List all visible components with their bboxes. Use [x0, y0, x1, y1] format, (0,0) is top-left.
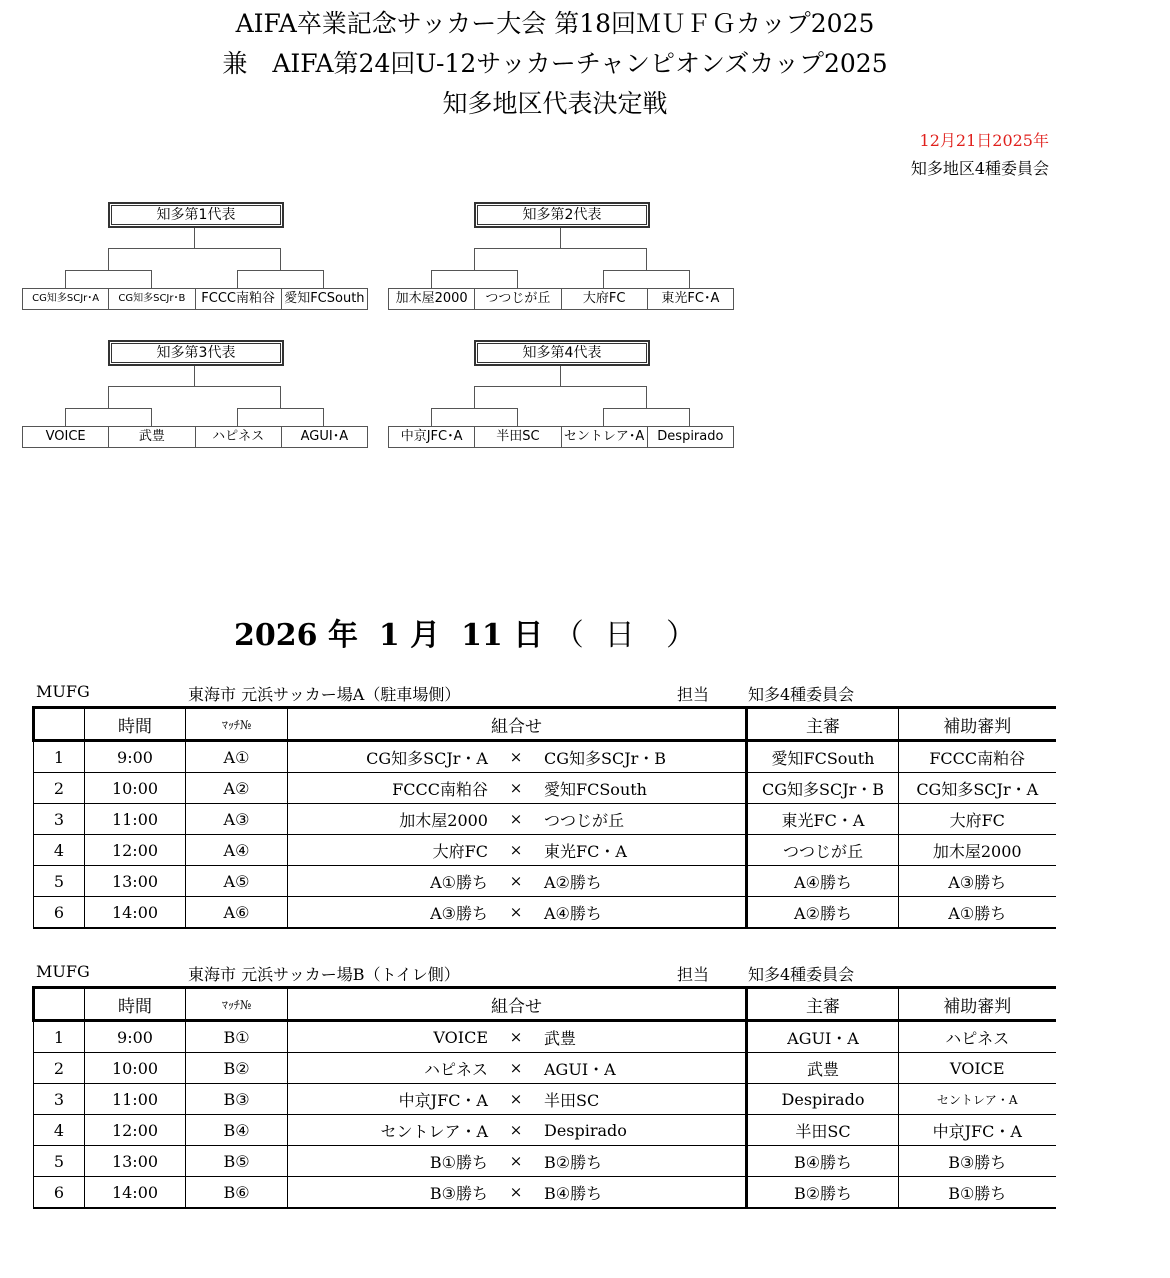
bracket-teams [388, 426, 734, 448]
home-team: セントレア・A [380, 1121, 488, 1141]
row-assistant: CG知多SCJr・A [899, 773, 1056, 804]
row-time: 13:00 [85, 1146, 186, 1177]
bracket-team: CG知多SCJr･B [108, 289, 194, 309]
away-team: B②勝ち [544, 1152, 603, 1172]
schedule-label: MUFG [36, 682, 90, 701]
row-assistant: 加木屋2000 [899, 835, 1056, 866]
row-referee: 半田SC [747, 1115, 899, 1146]
row-pairing [288, 835, 747, 866]
row-match-no: B① [186, 1021, 288, 1053]
row-time: 14:00 [85, 897, 186, 929]
table-header-row [34, 708, 1056, 741]
bracket-team: 半田SC [474, 427, 560, 447]
representative-label: 知多第1代表 [108, 202, 284, 228]
bracket-line [194, 366, 195, 386]
bracket-line [474, 248, 475, 270]
row-referee: AGUI・A [747, 1021, 899, 1053]
home-team: B①勝ち [429, 1152, 488, 1172]
row-number: 1 [34, 741, 85, 773]
bracket-team: Despirado [647, 427, 733, 447]
row-referee: 武豊 [747, 1053, 899, 1084]
bracket-line [431, 270, 432, 288]
table-row [34, 1115, 1056, 1146]
away-team: A④勝ち [544, 903, 602, 923]
venue: 東海市 元浜サッカー場B（トイレ側） [188, 965, 460, 984]
header-match-no: ﾏｯﾁ№ [186, 708, 288, 741]
header-assistant: 補助審判 [899, 988, 1056, 1021]
row-time: 9:00 [85, 1021, 186, 1053]
row-pairing [288, 1115, 747, 1146]
bracket-line [237, 408, 238, 426]
header-pairing: 組合せ [288, 988, 747, 1021]
bracket-line [646, 386, 647, 408]
row-number: 5 [34, 866, 85, 897]
row-assistant: 中京JFC・A [899, 1115, 1056, 1146]
row-referee: CG知多SCJr・B [747, 773, 899, 804]
row-match-no: B⑤ [186, 1146, 288, 1177]
header-pairing: 組合せ [288, 708, 747, 741]
row-assistant: A③勝ち [899, 866, 1056, 897]
table-row [34, 1084, 1056, 1115]
date-year: 2026 [234, 618, 318, 653]
row-referee: B④勝ち [747, 1146, 899, 1177]
away-team: 愛知FCSouth [544, 779, 647, 799]
away-team: AGUI・A [544, 1059, 616, 1079]
header-blank [34, 708, 85, 741]
issue-date: 12月21日2025年 [919, 131, 1049, 150]
bracket-line [108, 386, 109, 408]
home-team: FCCC南粕谷 [392, 779, 488, 799]
versus-mark: × [509, 1121, 523, 1139]
versus-mark: × [509, 903, 523, 921]
away-team: Despirado [544, 1120, 627, 1140]
versus-mark: × [509, 1152, 523, 1170]
title-line-2: 兼 AIFA第24回U-12サッカーチャンピオンズカップ2025 [222, 49, 888, 78]
row-number: 3 [34, 1084, 85, 1115]
bracket-line [151, 270, 152, 288]
schedule-a [32, 678, 1054, 929]
bracket-line [560, 366, 561, 386]
bracket-teams [22, 288, 368, 310]
home-team: ハピネス [423, 1059, 488, 1079]
row-time: 12:00 [85, 1115, 186, 1146]
row-number: 4 [34, 835, 85, 866]
row-pairing [288, 1177, 747, 1209]
bracket-team: VOICE [45, 429, 86, 444]
row-referee: Despirado [747, 1084, 899, 1115]
bracket-team: 東光FC･A [647, 289, 733, 309]
bracket-line [431, 408, 517, 409]
bracket-line [65, 408, 66, 426]
bracket-line [689, 270, 690, 288]
bracket-team: つつじが丘 [474, 289, 560, 309]
table-header-row [34, 988, 1056, 1021]
away-team: 武豊 [544, 1028, 577, 1048]
bracket-line [474, 386, 647, 387]
venue: 東海市 元浜サッカー場A（駐車場側） [188, 685, 461, 704]
table-row [34, 741, 1056, 773]
versus-mark: × [509, 810, 523, 828]
versus-mark: × [509, 1059, 523, 1077]
row-referee: つつじが丘 [747, 835, 899, 866]
row-pairing [288, 1146, 747, 1177]
bracket-line [280, 386, 281, 408]
versus-mark: × [509, 872, 523, 890]
bracket-line [517, 408, 518, 426]
row-assistant: ハピネス [899, 1021, 1056, 1053]
header-blank [34, 988, 85, 1021]
versus-mark: × [509, 748, 523, 766]
bracket-line [108, 248, 109, 270]
bracket-2 [388, 202, 734, 308]
bracket-line [474, 248, 647, 249]
table-row [34, 866, 1056, 897]
home-team: CG知多SCJr・A [366, 748, 488, 768]
header-referee: 主審 [747, 708, 899, 741]
bracket-line [65, 270, 151, 271]
row-time: 9:00 [85, 741, 186, 773]
bracket-line [431, 270, 517, 271]
row-match-no: A② [186, 773, 288, 804]
row-assistant: VOICE [899, 1053, 1056, 1084]
row-time: 10:00 [85, 1053, 186, 1084]
bracket-line [65, 408, 151, 409]
bracket-team: セントレア･A [561, 427, 647, 447]
row-referee: 愛知FCSouth [747, 741, 899, 773]
row-time: 12:00 [85, 835, 186, 866]
row-referee: 東光FC・A [747, 804, 899, 835]
bracket-4 [388, 340, 734, 446]
row-referee: A②勝ち [747, 897, 899, 929]
versus-mark: × [509, 1090, 523, 1108]
row-referee: B②勝ち [747, 1177, 899, 1209]
row-time: 11:00 [85, 804, 186, 835]
row-match-no: A④ [186, 835, 288, 866]
bracket-team: FCCC南粕谷 [195, 289, 281, 309]
row-time: 10:00 [85, 773, 186, 804]
row-number: 2 [34, 773, 85, 804]
bracket-line [108, 248, 281, 249]
bracket-team: 大府FC [561, 289, 647, 309]
row-pairing [288, 897, 747, 929]
tantou-committee: 知多4種委員会 [748, 965, 855, 984]
row-number: 4 [34, 1115, 85, 1146]
row-pairing [288, 741, 747, 773]
home-team: 大府FC [432, 841, 488, 861]
bracket-line [151, 408, 152, 426]
bracket-team: ハピネス [195, 427, 281, 447]
bracket-line [65, 270, 66, 288]
row-number: 1 [34, 1021, 85, 1053]
row-number: 6 [34, 897, 85, 929]
representative-label: 知多第3代表 [108, 340, 284, 366]
table-row [34, 804, 1056, 835]
bracket-line [431, 408, 432, 426]
bracket-line [603, 270, 690, 271]
away-team: B④勝ち [544, 1183, 603, 1203]
row-assistant: 大府FC [899, 804, 1056, 835]
date-dow-close: ） [665, 618, 696, 653]
bracket-line [194, 228, 195, 248]
row-number: 5 [34, 1146, 85, 1177]
schedule-table [32, 986, 1056, 1209]
bracket-line [280, 248, 281, 270]
row-match-no: A⑤ [186, 866, 288, 897]
bracket-team: 加木屋2000 [395, 291, 468, 306]
tantou-label: 担当 [677, 965, 710, 984]
header-assistant: 補助審判 [899, 708, 1056, 741]
versus-mark: × [509, 1183, 523, 1201]
away-team: 半田SC [544, 1090, 600, 1110]
home-team: A①勝ち [430, 872, 488, 892]
home-team: VOICE [433, 1027, 488, 1047]
bracket-line [603, 408, 690, 409]
home-team: B③勝ち [429, 1183, 488, 1203]
representative-label: 知多第2代表 [474, 202, 650, 228]
home-team: 加木屋2000 [399, 810, 488, 830]
issuer: 知多地区4種委員会 [910, 159, 1049, 178]
away-team: A②勝ち [544, 872, 602, 892]
table-row [34, 835, 1056, 866]
versus-mark: × [509, 841, 523, 859]
away-team: CG知多SCJr・B [544, 748, 667, 768]
date-dow: 日 [604, 618, 635, 653]
bracket-team: CG知多SCJr･A [32, 293, 100, 304]
bracket-teams [22, 426, 368, 448]
bracket-line [603, 270, 604, 288]
bracket-1 [22, 202, 368, 308]
title-line-3: 知多地区代表決定戦 [442, 89, 668, 118]
versus-mark: × [509, 779, 523, 797]
date-day: 11 [461, 618, 503, 653]
table-row [34, 1021, 1056, 1053]
row-pairing [288, 1053, 747, 1084]
bracket-3 [22, 340, 368, 446]
row-pairing [288, 866, 747, 897]
bracket-line [237, 408, 324, 409]
date-month: 1 [378, 618, 400, 653]
row-pairing [288, 773, 747, 804]
date-day-unit: 日 [513, 618, 544, 653]
away-team: 東光FC・A [544, 841, 627, 861]
bracket-line [108, 386, 281, 387]
bracket-team: AGUI･A [281, 427, 367, 447]
row-match-no: A⑥ [186, 897, 288, 929]
bracket-team: 愛知FCSouth [281, 289, 367, 309]
bracket-line [474, 386, 475, 408]
date-year-unit: 年 [327, 618, 358, 653]
tantou-committee: 知多4種委員会 [748, 685, 855, 704]
home-team: 中京JFC・A [398, 1090, 488, 1110]
tantou-label: 担当 [677, 685, 710, 704]
row-number: 2 [34, 1053, 85, 1084]
bracket-line [646, 248, 647, 270]
row-match-no: A① [186, 741, 288, 773]
row-assistant: A①勝ち [899, 897, 1056, 929]
table-row [34, 897, 1056, 929]
row-number: 6 [34, 1177, 85, 1209]
row-pairing [288, 1021, 747, 1053]
representative-label: 知多第4代表 [474, 340, 650, 366]
match-date [234, 610, 696, 654]
header-match-no: ﾏｯﾁ№ [186, 988, 288, 1021]
bracket-line [237, 270, 324, 271]
row-match-no: B② [186, 1053, 288, 1084]
row-pairing [288, 1084, 747, 1115]
table-row [34, 1177, 1056, 1209]
header-referee: 主審 [747, 988, 899, 1021]
row-match-no: B⑥ [186, 1177, 288, 1209]
schedule-b [32, 958, 1054, 1209]
row-assistant: B①勝ち [899, 1177, 1056, 1209]
row-match-no: B④ [186, 1115, 288, 1146]
bracket-line [517, 270, 518, 288]
bracket-line [323, 408, 324, 426]
table-row [34, 773, 1056, 804]
schedule-table [32, 706, 1056, 929]
bracket-line [237, 270, 238, 288]
table-row [34, 1053, 1056, 1084]
bracket-team: 武豊 [108, 427, 194, 447]
title-line-1: AIFA卒業記念サッカー大会 第18回ＭＵＦＧカップ2025 [235, 9, 875, 38]
row-pairing [288, 804, 747, 835]
date-month-unit: 月 [410, 618, 441, 653]
row-number: 3 [34, 804, 85, 835]
header-time: 時間 [85, 708, 186, 741]
row-time: 11:00 [85, 1084, 186, 1115]
date-dow-open: （ [553, 618, 584, 653]
row-assistant: セントレア・A [899, 1084, 1056, 1115]
schedule-label: MUFG [36, 962, 90, 981]
row-referee: A④勝ち [747, 866, 899, 897]
versus-mark: × [509, 1028, 523, 1046]
bracket-team: 中京JFC･A [400, 429, 463, 444]
bracket-teams [388, 288, 734, 310]
bracket-line [689, 408, 690, 426]
row-assistant: FCCC南粕谷 [899, 741, 1056, 773]
row-time: 13:00 [85, 866, 186, 897]
table-row [34, 1146, 1056, 1177]
row-time: 14:00 [85, 1177, 186, 1209]
row-match-no: B③ [186, 1084, 288, 1115]
away-team: つつじが丘 [544, 810, 625, 830]
row-match-no: A③ [186, 804, 288, 835]
bracket-line [560, 228, 561, 248]
bracket-line [323, 270, 324, 288]
home-team: A③勝ち [430, 903, 488, 923]
header-time: 時間 [85, 988, 186, 1021]
bracket-line [603, 408, 604, 426]
row-assistant: B③勝ち [899, 1146, 1056, 1177]
